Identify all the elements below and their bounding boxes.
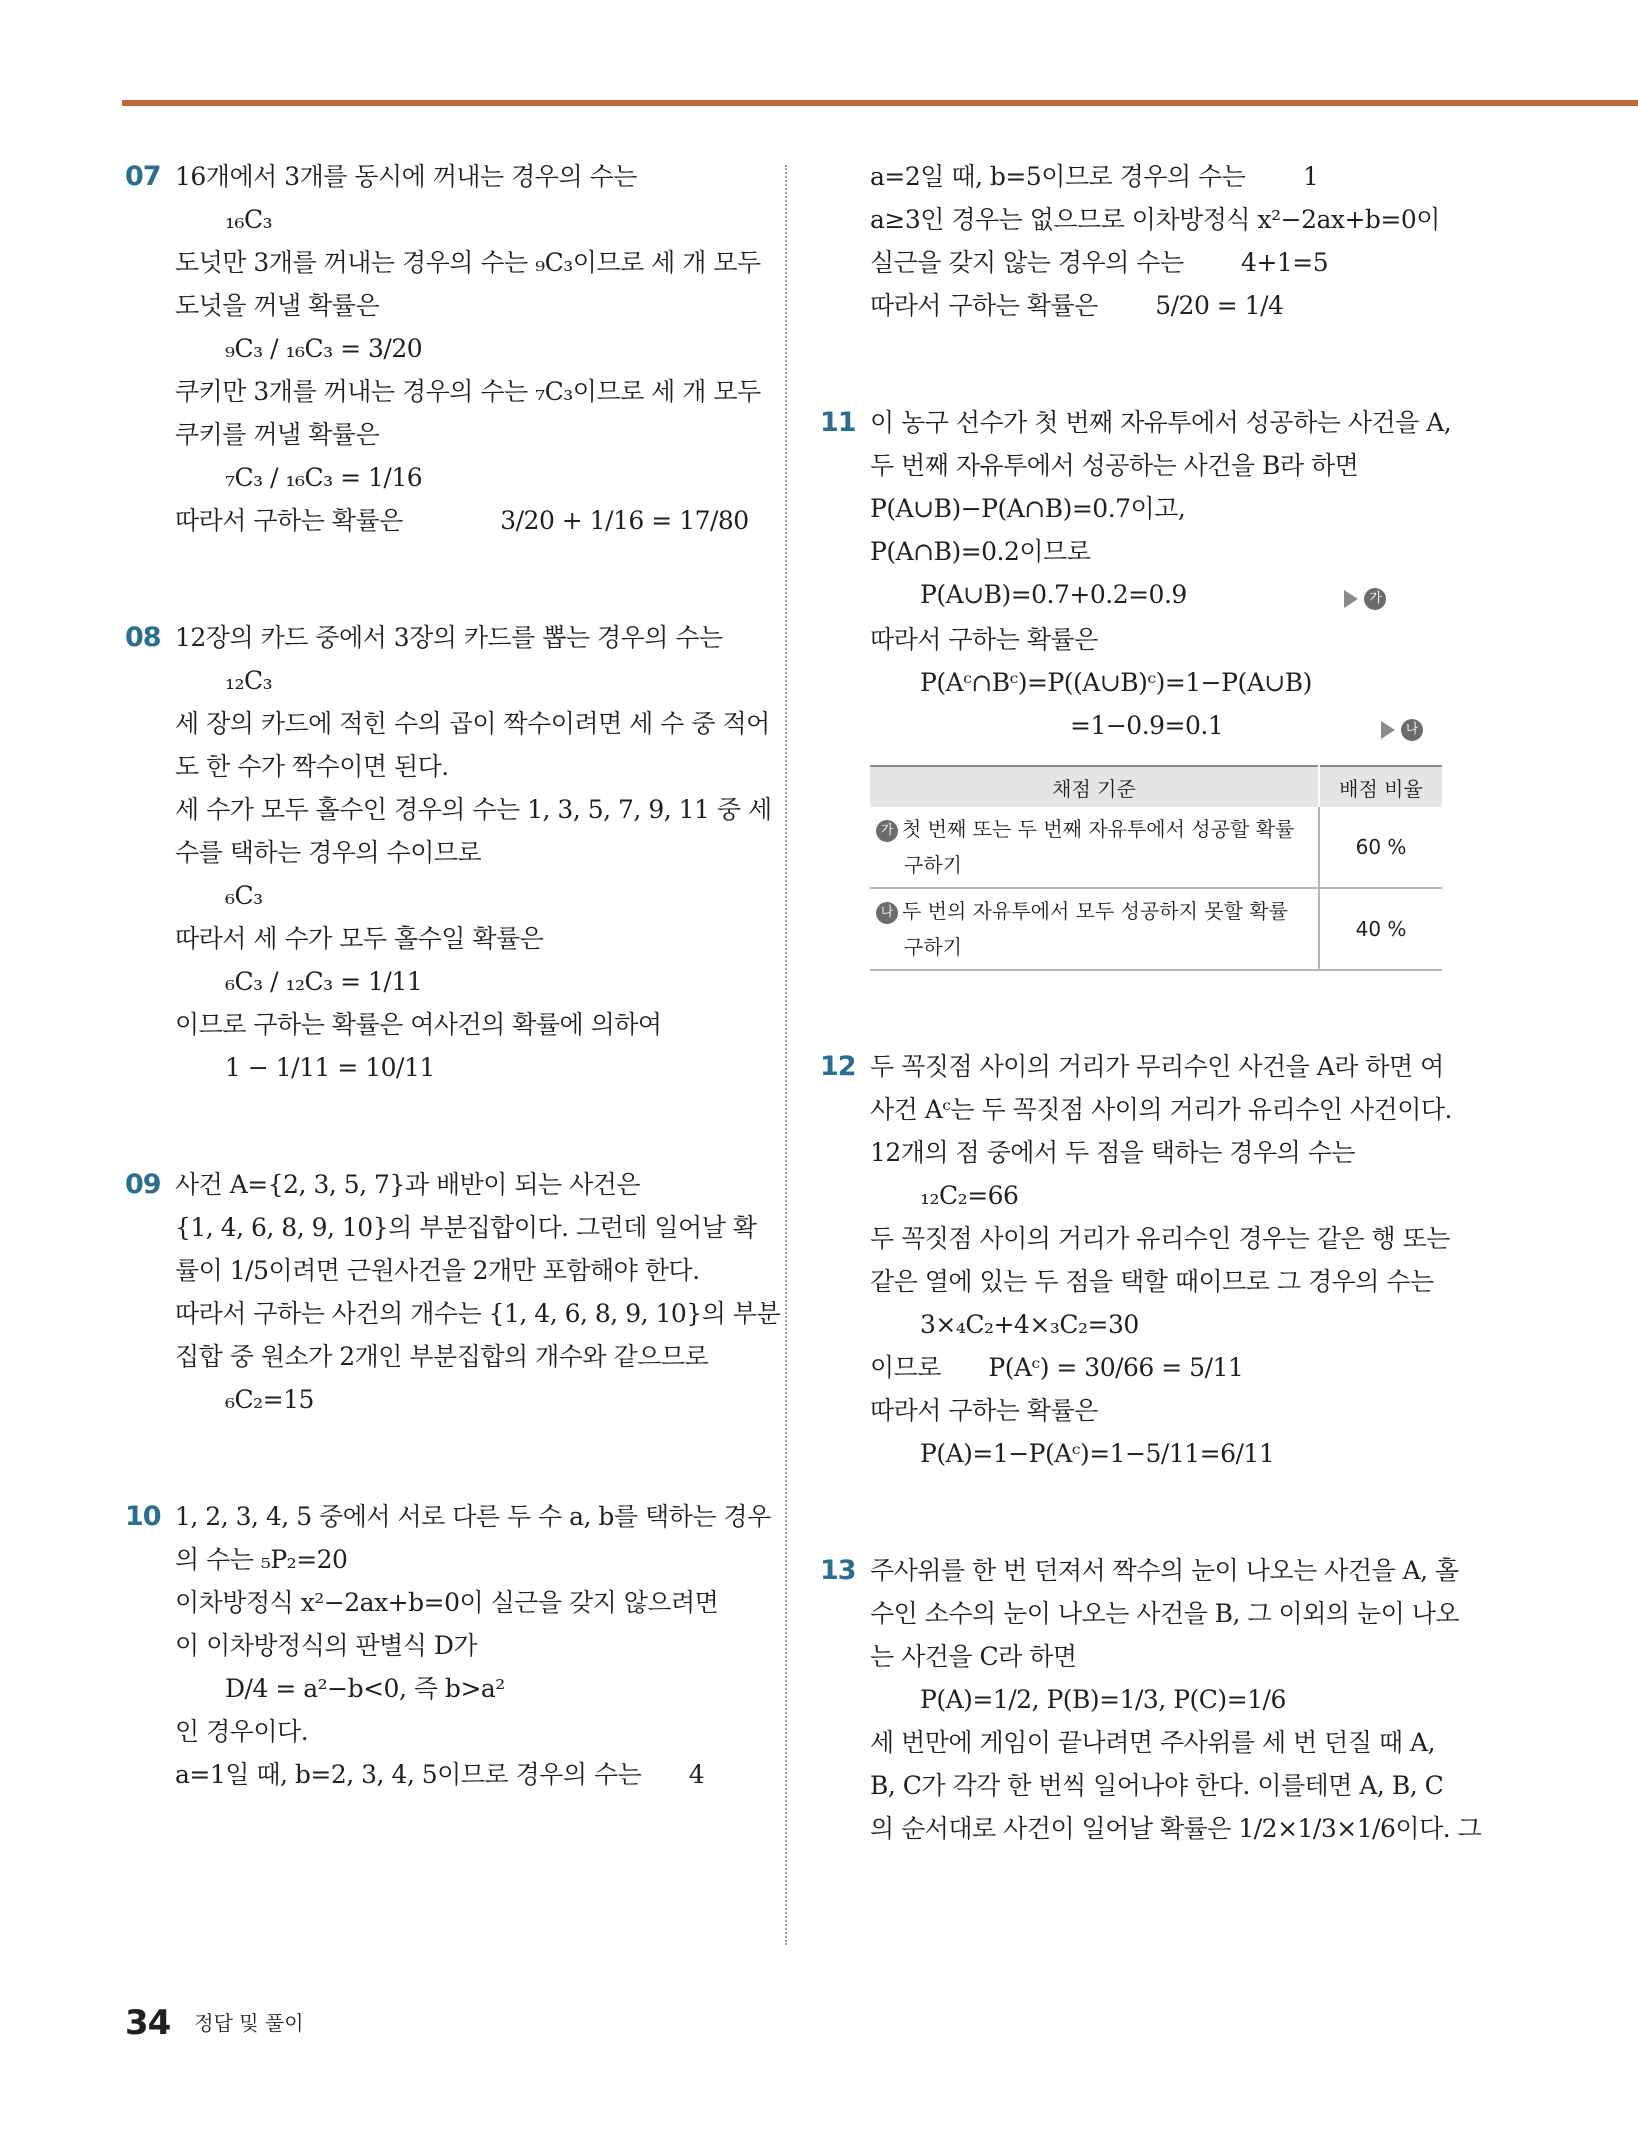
math-line-with-mark	[870, 573, 1450, 618]
math-expression: 5/20 = 1/4	[1155, 291, 1284, 320]
text-line: 두 꼭짓점 사이의 거리가 유리수인 경우는 같은 행 또는	[870, 1224, 1450, 1253]
math-line: 3×₄C₂+4×₃C₂=30	[920, 1310, 1139, 1339]
table-cell	[870, 807, 1319, 888]
problem-number: 09	[125, 1169, 161, 1200]
text-line: 의 순서대로 사건이 일어날 확률은 1/2×1/3×1/6이다. 그	[870, 1814, 1482, 1843]
text-line: 따라서 구하는 확률은	[175, 506, 403, 535]
math-expression: 4	[688, 1760, 705, 1789]
text-line: 이므로 구하는 확률은 여사건의 확률에 의하여	[175, 1010, 662, 1039]
text-line: 수인 소수의 눈이 나오는 사건을 B, 그 이외의 눈이 나오	[870, 1599, 1459, 1628]
math-expression: P(Aᶜ) = 30/66 = 5/11	[988, 1353, 1244, 1382]
criterion-text: 구하기	[904, 853, 962, 877]
text-line: 따라서 구하는 사건의 개수는 {1, 4, 6, 8, 9, 10}의 부분	[175, 1299, 781, 1328]
text-line: 의 수는 ₅P₂=20	[175, 1545, 348, 1574]
text-line: 쿠키를 꺼낼 확률은	[175, 420, 380, 449]
result-line	[175, 499, 755, 542]
table-cell: 40 %	[1319, 888, 1442, 970]
problem-12	[820, 1045, 1450, 1475]
problem-number: 13	[820, 1555, 856, 1586]
math-expression: 1	[1302, 162, 1319, 191]
problem-number: 12	[820, 1051, 856, 1082]
column-divider	[785, 165, 787, 1945]
math-line: ₉C₃ / ₁₆C₃ = 3/20	[225, 334, 423, 363]
text-line: 률이 1/5이려면 근원사건을 2개만 포함해야 한다.	[175, 1256, 700, 1285]
problem-11	[820, 401, 1450, 971]
scoring-table	[870, 765, 1442, 971]
step-badge: 가	[1364, 588, 1386, 610]
table-row	[870, 888, 1442, 970]
math-expression: 3/20 + 1/16 = 17/80	[500, 506, 749, 535]
result-line	[870, 155, 1450, 198]
math-expression: P(A∪B)=0.7+0.2=0.9	[920, 580, 1187, 609]
table-header-cell: 채점 기준	[870, 766, 1319, 807]
problem-08	[125, 616, 772, 1089]
text-line: 이 농구 선수가 첫 번째 자유투에서 성공하는 사건을 A,	[870, 408, 1452, 437]
text-line: 실근을 갖지 않는 경우의 수는	[870, 248, 1184, 277]
problem-number: 11	[820, 407, 856, 438]
table-header	[870, 766, 1442, 807]
text-line: 같은 열에 있는 두 점을 택할 때이므로 그 경우의 수는	[870, 1267, 1434, 1296]
text-line: 따라서 구하는 확률은	[870, 625, 1098, 654]
problem-13	[820, 1549, 1482, 1850]
math-line: ₆C₃	[225, 881, 263, 910]
criterion-text: 두 번의 자유투에서 모두 성공하지 못할 확률	[902, 899, 1288, 923]
text-line: 도넛을 꺼낼 확률은	[175, 291, 380, 320]
result-line	[870, 284, 1450, 327]
text-line: 집합 중 원소가 2개인 부분집합의 개수와 같으므로	[175, 1342, 709, 1371]
text-line: 두 번째 자유투에서 성공하는 사건을 B라 하면	[870, 451, 1359, 480]
math-line: P(A∩B)=0.2이므로	[870, 537, 1091, 566]
table-cell: 60 %	[1319, 807, 1442, 888]
page-footer	[125, 2003, 304, 2043]
criterion-text: 구하기	[904, 935, 962, 959]
math-line: ₁₂C₂=66	[920, 1181, 1019, 1210]
text-line: 는 사건을 C라 하면	[870, 1642, 1077, 1671]
table-row	[870, 807, 1442, 888]
text-line: 16개에서 3개를 동시에 꺼내는 경우의 수는	[175, 162, 637, 191]
math-line: P(A∪B)−P(A∩B)=0.7이고,	[870, 494, 1186, 523]
math-line: ₁₂C₃	[225, 666, 273, 695]
problem-07	[125, 155, 761, 542]
text-line: 사건 Aᶜ는 두 꼭짓점 사이의 거리가 유리수인 사건이다.	[870, 1095, 1452, 1124]
right-column	[820, 155, 1482, 1850]
problem-10-continued	[820, 155, 1450, 327]
math-line: P(Aᶜ∩Bᶜ)=P((A∪B)ᶜ)=1−P(A∪B)	[920, 668, 1312, 697]
table-header-cell: 배점 비율	[1319, 766, 1442, 807]
text-line: 1, 2, 3, 4, 5 중에서 서로 다른 두 수 a, b를 택하는 경우	[175, 1502, 771, 1531]
text-line: 이므로	[870, 1353, 941, 1382]
text-line: 이차방정식 x²−2ax+b=0이 실근을 갖지 않으려면	[175, 1588, 719, 1617]
text-line: B, C가 각각 한 번씩 일어나야 한다. 이를테면 A, B, C	[870, 1771, 1444, 1800]
text-line: 도 한 수가 짝수이면 된다.	[175, 752, 449, 781]
text-line: 세 수가 모두 홀수인 경우의 수는 1, 3, 5, 7, 9, 11 중 세	[175, 795, 772, 824]
text-line: 세 번만에 게임이 끝나려면 주사위를 세 번 던질 때 A,	[870, 1728, 1436, 1757]
step-badge: 가	[876, 820, 898, 842]
text-line: 따라서 세 수가 모두 홀수일 확률은	[175, 924, 544, 953]
left-column	[125, 155, 781, 1796]
text-line: 두 꼭짓점 사이의 거리가 무리수인 사건을 A라 하면 여	[870, 1052, 1444, 1081]
table-cell	[870, 888, 1319, 970]
step-badge: 나	[1401, 719, 1423, 741]
text-line: 도넛만 3개를 꺼내는 경우의 수는 ₉C₃이므로 세 개 모두	[175, 248, 761, 277]
result-line	[870, 241, 1450, 284]
problem-number: 07	[125, 161, 161, 192]
page-number: 34	[125, 2003, 171, 2043]
math-line-with-mark	[870, 704, 1450, 749]
math-line: ₆C₃ / ₁₂C₃ = 1/11	[225, 967, 423, 996]
text-line: a≥3인 경우는 없으므로 이차방정식 x²−2ax+b=0이	[870, 205, 1440, 234]
result-line	[175, 1753, 755, 1796]
math-expression: 4+1=5	[1241, 248, 1329, 277]
math-line: ₆C₂=15	[225, 1385, 314, 1414]
text-line: 쿠키만 3개를 꺼내는 경우의 수는 ₇C₃이므로 세 개 모두	[175, 377, 761, 406]
math-line: P(A)=1/2, P(B)=1/3, P(C)=1/6	[920, 1685, 1286, 1714]
problem-09	[125, 1163, 781, 1421]
footer-label: 정답 및 풀이	[194, 2011, 304, 2035]
text-line: 세 장의 카드에 적힌 수의 곱이 짝수이려면 세 수 중 적어	[175, 709, 770, 738]
math-expression: =1−0.9=0.1	[1070, 711, 1224, 740]
text-line: a=2일 때, b=5이므로 경우의 수는	[870, 162, 1246, 191]
math-line: 1 − 1/11 = 10/11	[225, 1053, 435, 1082]
text-line: 이 이차방정식의 판별식 D가	[175, 1631, 478, 1660]
triangle-icon	[1381, 721, 1395, 739]
step-badge: 나	[876, 902, 898, 924]
math-line: D/4 = a²−b<0, 즉 b>a²	[225, 1674, 505, 1703]
text-line: 인 경우이다.	[175, 1717, 309, 1746]
top-rule	[122, 100, 1638, 106]
problem-number: 08	[125, 622, 161, 653]
text-line: 수를 택하는 경우의 수이므로	[175, 838, 482, 867]
math-line: ₇C₃ / ₁₆C₃ = 1/16	[225, 463, 423, 492]
step-mark	[1381, 706, 1427, 749]
problem-number: 10	[125, 1501, 161, 1532]
text-line: 사건 A={2, 3, 5, 7}과 배반이 되는 사건은	[175, 1170, 641, 1199]
criterion-text: 첫 번째 또는 두 번째 자유투에서 성공할 확률	[902, 817, 1295, 841]
problem-10	[125, 1495, 771, 1796]
math-line: ₁₆C₃	[225, 205, 273, 234]
text-line: 12장의 카드 중에서 3장의 카드를 뽑는 경우의 수는	[175, 623, 723, 652]
result-line	[870, 1346, 1450, 1389]
text-line: 주사위를 한 번 던져서 짝수의 눈이 나오는 사건을 A, 홀	[870, 1556, 1459, 1585]
text-line: 따라서 구하는 확률은	[870, 291, 1098, 320]
text-line: 따라서 구하는 확률은	[870, 1396, 1098, 1425]
step-mark	[1344, 575, 1390, 618]
math-line: P(A)=1−P(Aᶜ)=1−5/11=6/11	[920, 1439, 1275, 1468]
text-line: 12개의 점 중에서 두 점을 택하는 경우의 수는	[870, 1138, 1355, 1167]
triangle-icon	[1344, 590, 1358, 608]
text-line: a=1일 때, b=2, 3, 4, 5이므로 경우의 수는	[175, 1760, 642, 1789]
text-line: {1, 4, 6, 8, 9, 10}의 부분집합이다. 그런데 일어날 확	[175, 1213, 757, 1242]
